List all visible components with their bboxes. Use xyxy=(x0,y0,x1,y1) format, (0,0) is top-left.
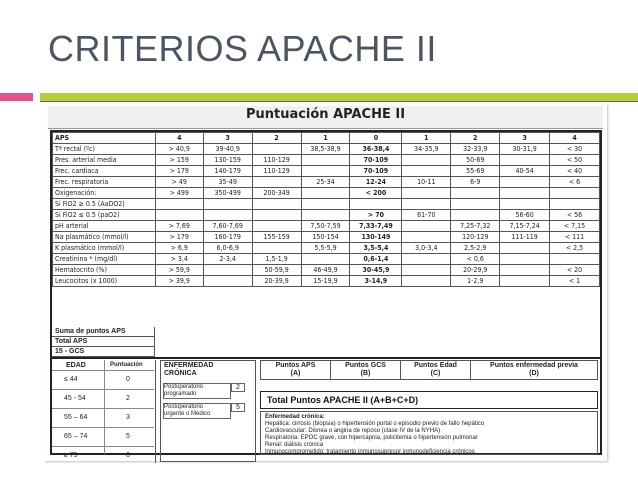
aps-header-cell: 4 xyxy=(155,133,203,144)
age-row-divider xyxy=(52,427,154,428)
range-cell: < 1 xyxy=(550,276,600,287)
range-cell: < 2,5 xyxy=(550,243,600,254)
aps-table xyxy=(52,132,600,287)
range-cell: 61-70 xyxy=(402,210,451,221)
chronic-disease-notes xyxy=(260,411,598,455)
range-cell: > 6,9 xyxy=(155,243,203,254)
range-cell: 30-31,9 xyxy=(500,144,550,155)
range-cell: > 7,69 xyxy=(155,221,203,232)
range-cell xyxy=(203,265,252,276)
range-cell: 1,5-1,9 xyxy=(252,254,301,265)
table-row xyxy=(53,166,600,177)
range-cell: 20-39,9 xyxy=(252,276,301,287)
range-cell: 36-38,4 xyxy=(350,144,402,155)
range-cell: < 7,15 xyxy=(550,221,600,232)
age-range: ≤ 44 xyxy=(64,376,78,383)
table-row xyxy=(53,221,600,232)
range-cell: 7,60-7,69 xyxy=(203,221,252,232)
range-cell: 39-40,9 xyxy=(203,144,252,155)
parameter-label: K plasmático (mmol/l) xyxy=(53,243,156,254)
apache-table-image xyxy=(44,104,607,461)
range-cell: 3-14,9 xyxy=(350,276,402,287)
range-cell xyxy=(155,199,203,210)
chronic-option-line1: Postoperatorio xyxy=(164,404,204,410)
parameter-label: Creatinina * (mg/dl) xyxy=(53,254,156,265)
range-cell: 110-129 xyxy=(252,166,301,177)
range-cell xyxy=(550,199,600,210)
range-cell: 40-54 xyxy=(500,166,550,177)
range-cell: 10-11 xyxy=(402,177,451,188)
note-line: Cardiovascular: Disnea o angina de reposo (clase IV de la NYHA) xyxy=(265,428,441,434)
range-cell: < 111 xyxy=(550,232,600,243)
range-cell: 15-19,9 xyxy=(301,276,350,287)
range-cell: > 70 xyxy=(350,210,402,221)
aps-header-cell: 2 xyxy=(451,133,500,144)
sum-aps-label: Suma de puntos APS xyxy=(52,327,155,337)
range-cell xyxy=(402,276,451,287)
accent-bar-green xyxy=(40,93,638,101)
range-cell xyxy=(301,254,350,265)
section-divider xyxy=(52,357,600,359)
table-row xyxy=(53,155,600,166)
table-row xyxy=(53,210,600,221)
range-cell: 130-159 xyxy=(203,155,252,166)
range-cell xyxy=(252,210,301,221)
gcs-label: 15 - GCS xyxy=(52,347,155,357)
parameter-label: Frec. cardiaca xyxy=(53,166,156,177)
range-cell: 3,0-3,4 xyxy=(402,243,451,254)
range-cell xyxy=(301,166,350,177)
range-cell xyxy=(500,254,550,265)
aps-header-cell: 1 xyxy=(301,133,350,144)
range-cell: 6,0-6,9 xyxy=(203,243,252,254)
age-row-divider xyxy=(52,370,154,371)
points-previous-disease: Puntos enfermedad previa (D) xyxy=(490,362,578,377)
bottom-section xyxy=(52,327,600,459)
range-cell: > 59,9 xyxy=(155,265,203,276)
table-row xyxy=(53,188,600,199)
range-cell: 34-35,9 xyxy=(402,144,451,155)
range-cell: 150-154 xyxy=(301,232,350,243)
range-cell: 6-9 xyxy=(451,177,500,188)
parameter-label: Pres. arterial media xyxy=(53,155,156,166)
aps-header-cell: 3 xyxy=(203,133,252,144)
table-row xyxy=(53,276,600,287)
table-row xyxy=(53,265,600,276)
range-cell xyxy=(350,199,402,210)
range-cell: > 3,4 xyxy=(155,254,203,265)
range-cell: 0,6-1,4 xyxy=(350,254,402,265)
accent-bar-pink xyxy=(0,93,33,101)
range-cell xyxy=(252,243,301,254)
parameter-label: Tª rectal (ºc) xyxy=(53,144,156,155)
range-cell: 35-49 xyxy=(203,177,252,188)
parameter-label: pH arterial xyxy=(53,221,156,232)
age-divider xyxy=(104,360,105,454)
range-cell: 7,15-7,24 xyxy=(500,221,550,232)
points-summary xyxy=(260,360,598,380)
range-cell: < 30 xyxy=(550,144,600,155)
range-cell xyxy=(500,199,550,210)
parameter-label: Na plasmático (mmol/l) xyxy=(53,232,156,243)
range-cell: 50-69 xyxy=(451,155,500,166)
range-cell: 110-129 xyxy=(252,155,301,166)
range-cell: < 50 xyxy=(550,155,600,166)
table-row xyxy=(53,243,600,254)
table-row xyxy=(53,232,600,243)
range-cell: > 49 xyxy=(155,177,203,188)
range-cell: > 39,9 xyxy=(155,276,203,287)
range-cell: > 499 xyxy=(155,188,203,199)
range-cell: 12-24 xyxy=(350,177,402,188)
note-line: Inmunocomprometido: tratamiento inmunosupresor inmunodeficiencia crónicos xyxy=(265,449,475,455)
chronic-disease-box xyxy=(160,360,256,462)
parameter-label: Frec. respiratoria xyxy=(53,177,156,188)
parameter-label: Si FiO2 ≥ 0.5 (AaDO2) xyxy=(53,199,156,210)
range-cell xyxy=(252,144,301,155)
range-cell xyxy=(402,221,451,232)
table-row xyxy=(53,177,600,188)
points-age: Puntos Edad (C) xyxy=(401,361,471,379)
range-cell: 3,5-5,4 xyxy=(350,243,402,254)
points-aps: Puntos APS (A) xyxy=(261,361,331,379)
range-cell: 200-349 xyxy=(252,188,301,199)
notes-title: Enfermedad crónica: xyxy=(265,414,325,420)
age-range: 55 – 64 xyxy=(64,414,88,421)
range-cell: 32-33,9 xyxy=(451,144,500,155)
age-points: 0 xyxy=(126,376,130,383)
range-cell xyxy=(500,188,550,199)
range-cell: < 6 xyxy=(550,177,600,188)
range-cell: > 179 xyxy=(155,166,203,177)
range-cell xyxy=(500,276,550,287)
range-cell xyxy=(252,199,301,210)
range-cell xyxy=(451,199,500,210)
range-cell xyxy=(301,188,350,199)
range-cell xyxy=(203,210,252,221)
range-cell: 56-60 xyxy=(500,210,550,221)
range-cell: 160-179 xyxy=(203,232,252,243)
chronic-points: 5 xyxy=(231,403,245,412)
range-cell: < 40 xyxy=(550,166,600,177)
chronic-option-line2: programado xyxy=(164,391,197,397)
range-cell xyxy=(402,166,451,177)
range-cell: < 56 xyxy=(550,210,600,221)
range-cell xyxy=(203,276,252,287)
aps-header-cell: 1 xyxy=(402,133,451,144)
age-row-divider xyxy=(52,446,154,447)
range-cell xyxy=(301,210,350,221)
range-cell: > 179 xyxy=(155,232,203,243)
chronic-option-line1: Postoperatorio xyxy=(164,384,204,390)
aps-header-row xyxy=(53,133,600,144)
range-cell: 2-3,4 xyxy=(203,254,252,265)
range-cell: 38,5-38,9 xyxy=(301,144,350,155)
range-cell: < 20 xyxy=(550,265,600,276)
aps-header-cell: 0 xyxy=(350,133,402,144)
parameter-label: Si FiO2 ≤ 0.5 (paO2) xyxy=(53,210,156,221)
range-cell: 50-59,9 xyxy=(252,265,301,276)
range-cell xyxy=(402,199,451,210)
range-cell xyxy=(301,199,350,210)
aps-header-cell: 2 xyxy=(252,133,301,144)
table-row xyxy=(53,144,600,155)
note-line: Respiratoria: EPOC grave, con hipercapnia, policitemia o hipertensión pulmonar xyxy=(265,435,478,441)
table-row xyxy=(53,199,600,210)
range-cell xyxy=(402,265,451,276)
note-line: Hepática: cirrosis (biopsia) o hipertensión portal o episodio previo de fallo hepático xyxy=(265,421,485,427)
range-cell xyxy=(402,254,451,265)
range-cell: 155-159 xyxy=(252,232,301,243)
range-cell: 1-2,9 xyxy=(451,276,500,287)
range-cell: 350-499 xyxy=(203,188,252,199)
chronic-title xyxy=(164,362,213,378)
age-row-divider xyxy=(52,389,154,390)
age-header: EDAD xyxy=(66,362,86,369)
range-cell: 5,5-5,9 xyxy=(301,243,350,254)
range-cell: 2,5-2,9 xyxy=(451,243,500,254)
range-cell: < 0,6 xyxy=(451,254,500,265)
age-points: 2 xyxy=(126,395,130,402)
range-cell xyxy=(252,221,301,232)
aps-header-cell: 3 xyxy=(500,133,550,144)
chronic-option-programado xyxy=(163,383,231,399)
age-points: 6 xyxy=(126,452,130,459)
aps-header-cell: APS xyxy=(53,133,156,144)
range-cell: 130-149 xyxy=(350,232,402,243)
range-cell xyxy=(500,243,550,254)
range-cell: 7,25-7,32 xyxy=(451,221,500,232)
parameter-label: Hematocrito (%) xyxy=(53,265,156,276)
chronic-option-urgente xyxy=(163,403,231,419)
points-gcs: Puntos GCS (B) xyxy=(331,361,401,379)
range-cell: < 200 xyxy=(350,188,402,199)
range-cell: > 40,9 xyxy=(155,144,203,155)
age-range: 65 – 74 xyxy=(64,433,88,440)
chronic-points: 2 xyxy=(231,383,245,392)
range-cell xyxy=(402,232,451,243)
table-row xyxy=(53,254,600,265)
range-cell xyxy=(550,254,600,265)
range-cell xyxy=(550,188,600,199)
total-aps-label: Total APS xyxy=(52,337,155,347)
range-cell xyxy=(203,199,252,210)
table-title: Puntuación APACHE II xyxy=(245,107,406,122)
range-cell: 111-119 xyxy=(500,232,550,243)
age-points: 3 xyxy=(126,414,130,421)
range-cell: 30-45,9 xyxy=(350,265,402,276)
age-table xyxy=(52,360,156,463)
total-apache-box: Total Puntos APACHE II (A+B+C+D) xyxy=(260,391,598,409)
chronic-option-line2: urgente o Médico xyxy=(164,411,211,417)
note-line: Renal: diálisis crónica xyxy=(265,442,324,448)
age-range: ≥ 75 xyxy=(64,452,78,459)
range-cell xyxy=(451,210,500,221)
range-cell: 70-109 xyxy=(350,166,402,177)
range-cell: 55-69 xyxy=(451,166,500,177)
range-cell xyxy=(402,188,451,199)
range-cell xyxy=(500,265,550,276)
range-cell xyxy=(155,210,203,221)
chronic-title-line1: ENFERMEDAD xyxy=(164,362,214,369)
range-cell: 25-34 xyxy=(301,177,350,188)
age-range: 45 - 54 xyxy=(64,395,86,402)
range-cell xyxy=(252,177,301,188)
range-cell: 120-129 xyxy=(451,232,500,243)
range-cell: 7,50-7,59 xyxy=(301,221,350,232)
accent-divider xyxy=(40,101,638,102)
slide-title: CRITERIOS APACHE II xyxy=(48,28,437,69)
parameter-label: Leucocitos (x 1000) xyxy=(53,276,156,287)
range-cell: 7,33-7,49 xyxy=(350,221,402,232)
range-cell: 70-109 xyxy=(350,155,402,166)
range-cell xyxy=(301,155,350,166)
chronic-title-line2: CRÓNICA xyxy=(164,370,197,377)
range-cell xyxy=(500,177,550,188)
range-cell: 140-179 xyxy=(203,166,252,177)
range-cell: 46-49,9 xyxy=(301,265,350,276)
parameter-label: Oxigenación: xyxy=(53,188,156,199)
aps-header-cell: 4 xyxy=(550,133,600,144)
age-points: 5 xyxy=(126,433,130,440)
range-cell xyxy=(402,155,451,166)
range-cell: 20-29,9 xyxy=(451,265,500,276)
apache-sheet xyxy=(50,130,602,459)
range-cell: > 159 xyxy=(155,155,203,166)
age-points-header: Puntuación xyxy=(110,362,143,368)
age-row-divider xyxy=(52,408,154,409)
range-cell xyxy=(451,188,500,199)
range-cell xyxy=(500,155,550,166)
